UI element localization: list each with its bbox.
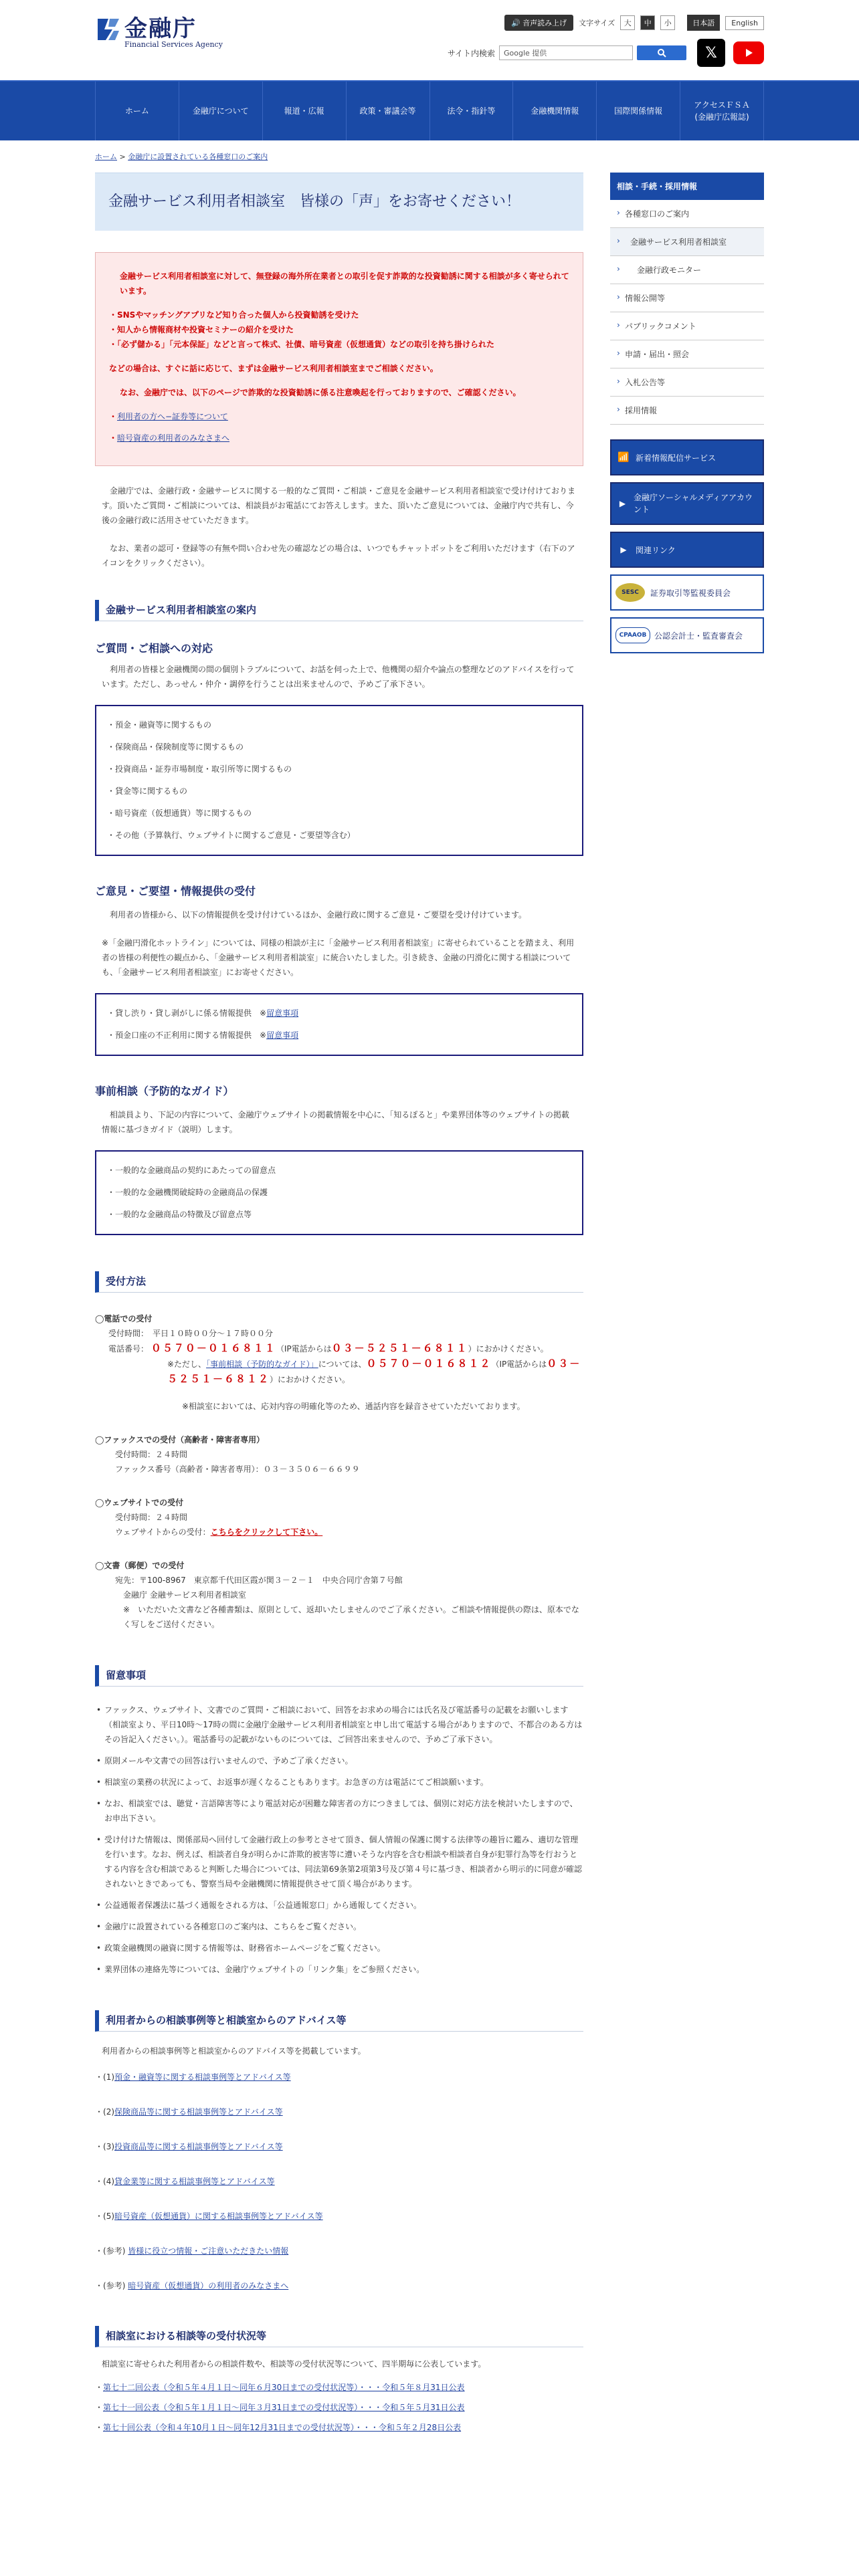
phone-number[interactable]: ０５７０－０１６８１１: [151, 1342, 276, 1354]
breadcrumb-separator: >: [117, 152, 128, 161]
read-aloud-label: 音声読み上げ: [522, 19, 567, 27]
list-item: ・貸し渋り・貸し剥がしに係る情報提供 ※留意事項: [107, 1008, 299, 1018]
search-label: サイト内検索: [447, 48, 495, 58]
nav-access-fsa[interactable]: アクセスＦＳＡ (金融庁広報誌): [680, 82, 764, 140]
section-heading: 金融サービス利用者相談室の案内: [95, 600, 583, 621]
section-heading: 受付方法: [95, 1271, 583, 1293]
list-item: • 受け付けた情報は、関係部局へ回付して金融行政上の参考とさせて頂き、個人情報の保護に関する法律等の趣旨に鑑み、適切な管理を行います。なお、例えば、相談者自身が明らかに詐欺的被害等に遭いそうな内容を含む相談や相談者自身が犯罪行為等を行おうとする内容を含む相談であると判断した場合については、同法第69条第2項第3号及び第４号に基づき、相談者から明示的に同意が確認されないときであっても、警察当局や金融機関に情報提供させて頂く場合があります。: [95, 1832, 583, 1891]
cases-list: ・(1)預金・融資等に関する相談事例等とアドバイス等 ・(2)保険商品等に関する相談事例等とアドバイス等 ・(3)投資商品等に関する相談事例等とアドバイス等 ・(4)貸金業等に関する相談事例等とアドバイス等 ・(5)暗号資産（仮想通貨）に関する相談事例等とアドバイス等 ・(参考) 皆様に役立つ情報・ご注意いただきたい情報 ・(参考) 暗号資産（仮想通貨）の利用者のみなさまへ: [95, 2072, 323, 2290]
sidebar-item-recruit[interactable]: › 採用情報: [610, 397, 764, 425]
warning-item: ・知人から情報商材や投資セミナーの紹介を受けた: [109, 325, 294, 334]
list-item: ・一般的な金融商品の契約にあたっての留意点: [107, 1166, 276, 1175]
breadcrumb-home[interactable]: ホーム: [95, 152, 117, 161]
recording-note: ※相談室においては、応対内容の明確化等のため、通話内容を録音させていただいております。: [182, 1402, 525, 1411]
rss-icon: 📶: [617, 452, 630, 463]
font-size-label: 文字サイズ: [579, 19, 615, 27]
list-item: • 業界団体の連絡先等については、金融庁ウェブサイトの「リンク集」をご参照ください。: [95, 1962, 583, 1977]
utility-bar: [504, 15, 764, 31]
list-item: ・預金・融資等に関するもの: [107, 720, 212, 730]
case-link[interactable]: 預金・融資等に関する相談事例等とアドバイス等: [114, 2072, 291, 2082]
read-aloud-button[interactable]: [504, 15, 573, 31]
breadcrumb: [95, 140, 764, 171]
sidebar-item-contacts[interactable]: › 各種窓口のご案内: [610, 200, 764, 228]
list-item: • 相談室の業務の状況によって、お返事が遅くなることもあります。お急ぎの方は電話にてご相談願います。: [95, 1775, 583, 1790]
main-content: [95, 173, 583, 2441]
phone-number[interactable]: ０５７０－０１６８１２: [366, 1358, 492, 1370]
case-link[interactable]: 皆様に役立つ情報・ご注意いただきたい情報: [128, 2246, 289, 2256]
sidebar-heading: 相談・手続・採用情報: [610, 173, 764, 200]
notes-link[interactable]: 留意事項: [266, 1008, 299, 1018]
list-item: • なお、相談室では、聴覚・言語障害等により電話対応が困難な障害者の方につきましては、個別に対応方法を検討いたしますので、お申出下さい。: [95, 1796, 583, 1826]
web-form-link[interactable]: こちらをクリックして下さい。: [210, 1527, 323, 1537]
fsa-logo[interactable]: [95, 16, 223, 49]
warning-text: などの場合は、すぐに話に応じて、まずは金融サービス利用者相談室までご相談ください。: [109, 364, 438, 373]
section-heading: 利用者からの相談事例等と相談室からのアドバイス等: [95, 2010, 583, 2032]
list-item: ・暗号資産（仮想通貨）等に関するもの: [107, 809, 252, 818]
list-item: • 公益通報者保護法に基づく通報をされる方は、「公益通報窓口」から通報してください。: [95, 1898, 583, 1913]
cpaaob-banner[interactable]: CPAAOB 公認会計士・監査審査会: [610, 617, 764, 653]
list-item: ・貸金等に関するもの: [107, 786, 188, 796]
sub-heading: ご意見・ご要望・情報提供の受付: [95, 885, 256, 897]
social-media-button[interactable]: ▶ 金融庁ソーシャルメディアアカウント: [610, 482, 764, 525]
list-item: • 原則メールや文書での回答は行いませんので、予めご了承ください。: [95, 1753, 583, 1768]
breadcrumb-current[interactable]: 金融庁に設置されている各種窓口のご案内: [128, 152, 268, 161]
prevention-guide-link[interactable]: 「事前相談（予防的なガイド）」: [206, 1360, 318, 1369]
warning-item: ・「必ず儲かる」「元本保証」などと言って株式、社債、暗号資産（仮想通貨）などの取引を持ち掛けられた: [109, 340, 495, 349]
nav-home[interactable]: ホーム: [95, 82, 179, 140]
list-item: ・保険商品・保険制度等に関するもの: [107, 742, 244, 752]
rss-button[interactable]: 📶 新着情報配信サービス: [610, 439, 764, 475]
sidebar-item-disclosure[interactable]: › 情報公開等: [610, 284, 764, 312]
status-link[interactable]: 第七十二回公表（令和５年４月１日～同年６月30日までの受付状況等）・・・令和５年８月31日公表: [103, 2383, 465, 2392]
warning-link[interactable]: 利用者の方へ−証券等について: [117, 412, 228, 421]
sub-heading: ご質問・ご相談への対応: [95, 642, 213, 655]
sidebar-item-public-comment[interactable]: › パブリックコメント: [610, 312, 764, 340]
site-header: [0, 0, 859, 80]
list-item: ・一般的な金融商品の特徴及び留意点等: [107, 1210, 252, 1219]
status-link[interactable]: 第七十回公表（令和４年10月１日～同年12月31日までの受付状況等）・・・令和５年２月28日公表: [103, 2423, 462, 2432]
ip-phone-number[interactable]: ０３－５２５１－６８１２: [167, 1358, 581, 1385]
web-hours: 受付時間：２４時間: [115, 1513, 188, 1522]
youtube-icon[interactable]: [733, 41, 764, 64]
body-text: 利用者の皆様から、以下の情報提供を受け付けているほか、金融行政に関するご意見・ご要望を受け付けています。: [110, 910, 527, 920]
lang-english[interactable]: English: [725, 16, 764, 30]
fraud-warning-box: [95, 252, 583, 466]
ip-phone-number[interactable]: ０３－５２５１－６８１１: [331, 1342, 468, 1354]
info-box: [95, 993, 583, 1056]
case-link[interactable]: 保険商品等に関する相談事例等とアドバイス等: [114, 2107, 283, 2117]
intro-text: 金融庁では、金融行政・金融サービスに関する一般的なご質問・ご相談・ご意見を金融サービス利用者相談室で受け付けております。頂いたご質問・ご相談については、相談員がお電話にてお答えします。また、頂いたご意見については、金融庁内で共有し、今後の金融行政に活用させていただきます。: [102, 486, 576, 525]
body-text: 利用者からの相談事例等と相談室からのアドバイス等を掲載しています。: [102, 2046, 366, 2056]
web-title: ◯ウェブサイトでの受付: [95, 1498, 184, 1507]
nav-policy[interactable]: 政策・審議会等: [346, 82, 430, 140]
search-icon: [657, 48, 666, 58]
case-link[interactable]: 貸金業等に関する相談事例等とアドバイス等: [114, 2177, 275, 2186]
web-row: ウェブサイトからの受付：こちらをクリックして下さい。: [115, 1527, 323, 1537]
fax-title: ◯ファックスでの受付（高齢者・障害者専用）: [95, 1435, 265, 1444]
list-item: ・投資商品・証券市場制度・取引所等に関するもの: [107, 764, 292, 774]
font-size-large[interactable]: 大: [620, 15, 635, 30]
list-item: ・その他（予算執行、ウェブサイトに関するご意見・ご要望等含む）: [107, 831, 355, 840]
notes-list: [95, 1703, 583, 1977]
phone-note-row: ※ただし、「事前相談（予防的なガイド）」については、０５７０－０１６８１２（IP電話からは０３－５２５１－６８１２）におかけください。: [167, 1358, 581, 1385]
nav-international[interactable]: 国際関係情報: [596, 82, 680, 140]
list-item: • 政策金融機関の融資に関する情報等は、財務省ホームページをご覧ください。: [95, 1941, 583, 1955]
arrow-icon: ▶: [619, 499, 626, 508]
mail-department: 金融庁 金融サービス利用者相談室: [123, 1590, 246, 1600]
sidebar-item-applications[interactable]: › 申請・届出・照会: [610, 340, 764, 368]
search-area: [448, 39, 764, 67]
phone-title: ◯電話での受付: [95, 1314, 153, 1323]
logo-title: 金融庁: [124, 15, 197, 42]
fax-number: ファックス番号（高齢者・障害者専用）：０３－３５０６－６６９９: [115, 1465, 360, 1474]
x-twitter-icon[interactable]: 𝕏: [697, 39, 725, 67]
logo-subtitle: Financial Services Agency: [124, 40, 223, 49]
sidebar: [610, 173, 764, 653]
fsa-logo-icon: [95, 16, 122, 43]
nav-laws[interactable]: 法令・指針等: [430, 82, 513, 140]
lang-japanese[interactable]: 日本語: [687, 15, 720, 31]
fax-hours: 受付時間：２４時間: [115, 1450, 188, 1459]
category-box: [95, 705, 583, 856]
warning-text: 金融サービス利用者相談室に対して、無登録の海外所在業者との取引を促す詐欺的な投資勧誘に関する相談が多く寄せられています。: [120, 272, 569, 296]
phone-number-row: 電話番号： ０５７０－０１６８１１（IP電話からは０３－５２５１－６８１１）におかけください。: [108, 1342, 549, 1354]
section-heading: 相談室における相談等の受付状況等: [95, 2326, 583, 2347]
list-item: ・預金口座の不正利用に関する情報提供 ※留意事項: [107, 1031, 299, 1040]
nav-about[interactable]: 金融庁について: [179, 82, 262, 140]
nav-institutions[interactable]: 金融機関情報: [512, 82, 596, 140]
notes-link[interactable]: 留意事項: [266, 1031, 299, 1040]
phone-hours: 受付時間： 平日１０時００分～１７時００分: [108, 1329, 274, 1338]
sidebar-item-monitor[interactable]: › 金融行政モニター: [610, 256, 764, 284]
note-text: ※「金融円滑化ホットライン」については、同様の相談が主に「金融サービス利用者相談室」に寄せられていることを踏まえ、利用者の皆様の利便性の観点から、「金融サービス利用者相談室」に統合いたしました。引き続き、金融の円滑化に関する相談についても、「金融サービス利用者相談室」にお寄せください。: [102, 938, 575, 977]
global-nav: [0, 80, 859, 140]
mail-address: 宛先：〒100-8967 東京都千代田区霞が関３－２－１ 中央合同庁舎第７号館: [115, 1576, 403, 1585]
body-text: 利用者の皆様と金融機関の間の個別トラブルについて、お話を伺った上で、他機関の紹介や論点の整理などのアドバイスを行っています。ただし、あっせん・仲介・調停を行うことは出来ませんので、予めご了承下さい。: [102, 665, 575, 689]
mail-note: ※ いただいた文書など各種書類は、原則として、返却いたしませんのでご了承ください。ご相談や情報提供の際は、原本でなく写しをご送付ください。: [123, 1605, 579, 1629]
search-button[interactable]: [637, 45, 686, 60]
cpaaob-logo-icon: CPAAOB: [615, 627, 650, 643]
arrow-icon: ▶: [620, 545, 627, 554]
warning-links: ・利用者の方へ−証券等について ・暗号資産の利用者のみなさまへ: [109, 412, 230, 443]
sidebar-list: [610, 200, 764, 425]
warning-text: なお、金融庁では、以下のページで詐欺的な投資勧誘に係る注意喚起を行っておりますので、ご確認ください。: [120, 388, 521, 397]
font-size-small[interactable]: 小: [660, 15, 675, 30]
warning-link[interactable]: 暗号資産の利用者のみなさまへ: [117, 433, 230, 443]
case-link[interactable]: 暗号資産（仮想通貨）の利用者のみなさまへ: [128, 2281, 289, 2290]
reception-methods: [95, 1311, 583, 1632]
font-size-medium[interactable]: 中: [640, 15, 655, 30]
sub-heading: 事前相談（予防的なガイド）: [95, 1085, 234, 1097]
body-text: 相談室に寄せられた利用者からの相談件数や、相談等の受付状況等について、四半期毎に公表しています。: [102, 2359, 486, 2369]
case-link[interactable]: 投資商品等に関する相談事例等とアドバイス等: [114, 2142, 283, 2151]
nav-press[interactable]: 報道・広報: [262, 82, 346, 140]
speaker-icon: 🔊: [510, 19, 520, 27]
case-link[interactable]: 暗号資産（仮想通貨）に関する相談事例等とアドバイス等: [114, 2212, 323, 2221]
mail-title: ◯文書（郵便）での受付: [95, 1561, 185, 1570]
intro-text: なお、業者の認可・登録等の有無や問い合わせ先の確認などの場合は、いつでもチャットボットをご利用いただけます（右下のアイコンをクリックください）。: [102, 544, 575, 568]
warning-item: ・SNSやマッチングアプリなど知り合った個人から投資勧誘を受けた: [109, 310, 359, 320]
list-item: ・一般的な金融機関破綻時の金融商品の保護: [107, 1188, 268, 1197]
page-title: 金融サービス利用者相談室 皆様の「声」をお寄せください！: [95, 173, 583, 231]
list-item: • 金融庁に設置されている各種窓口のご案内は、こちらをご覧ください。: [95, 1919, 583, 1934]
sidebar-item-consultation[interactable]: › 金融サービス利用者相談室: [610, 228, 764, 256]
list-item: • ファックス、ウェブサイト、文書でのご質問・ご相談において、回答をお求めの場合には氏名及び電話番号の記載をお願いします（相談室より、平日10時～17時の間に金融庁金融サービス利用者相談室と申し出て電話する場合がありますので、不都合のある方はその旨記入ください。）。電話番号の記載がないものについては、ご回答出来ませんので、予めご了承下さい。: [95, 1703, 583, 1747]
status-list: ・第七十二回公表（令和５年４月１日～同年６月30日までの受付状況等）・・・令和５年８月31日公表 ・第七十一回公表（令和５年１月１日～同年３月31日までの受付状況等）・・・令和５年５月31日公表 ・第七十回公表（令和４年10月１日～同年12月31日までの受付状況等）・・・令和５年２月28日公表: [95, 2383, 465, 2432]
section-heading: 留意事項: [95, 1665, 583, 1687]
related-links-button[interactable]: ▶ 関連リンク: [610, 532, 764, 568]
sidebar-item-tenders[interactable]: › 入札公告等: [610, 368, 764, 397]
body-text: 相談員より、下記の内容について、金融庁ウェブサイトの掲載情報を中心に、「知るぽると」や業界団体等のウェブサイトの掲載情報に基づきガイド（説明）します。: [102, 1110, 569, 1134]
search-input[interactable]: Google 提供: [499, 45, 633, 60]
status-link[interactable]: 第七十一回公表（令和５年１月１日～同年３月31日までの受付状況等）・・・令和５年５月31日公表: [103, 2403, 465, 2412]
guide-box: [95, 1150, 583, 1235]
sesc-logo-icon: SESC: [615, 583, 645, 602]
sesc-banner[interactable]: SESC 証券取引等監視委員会: [610, 574, 764, 611]
